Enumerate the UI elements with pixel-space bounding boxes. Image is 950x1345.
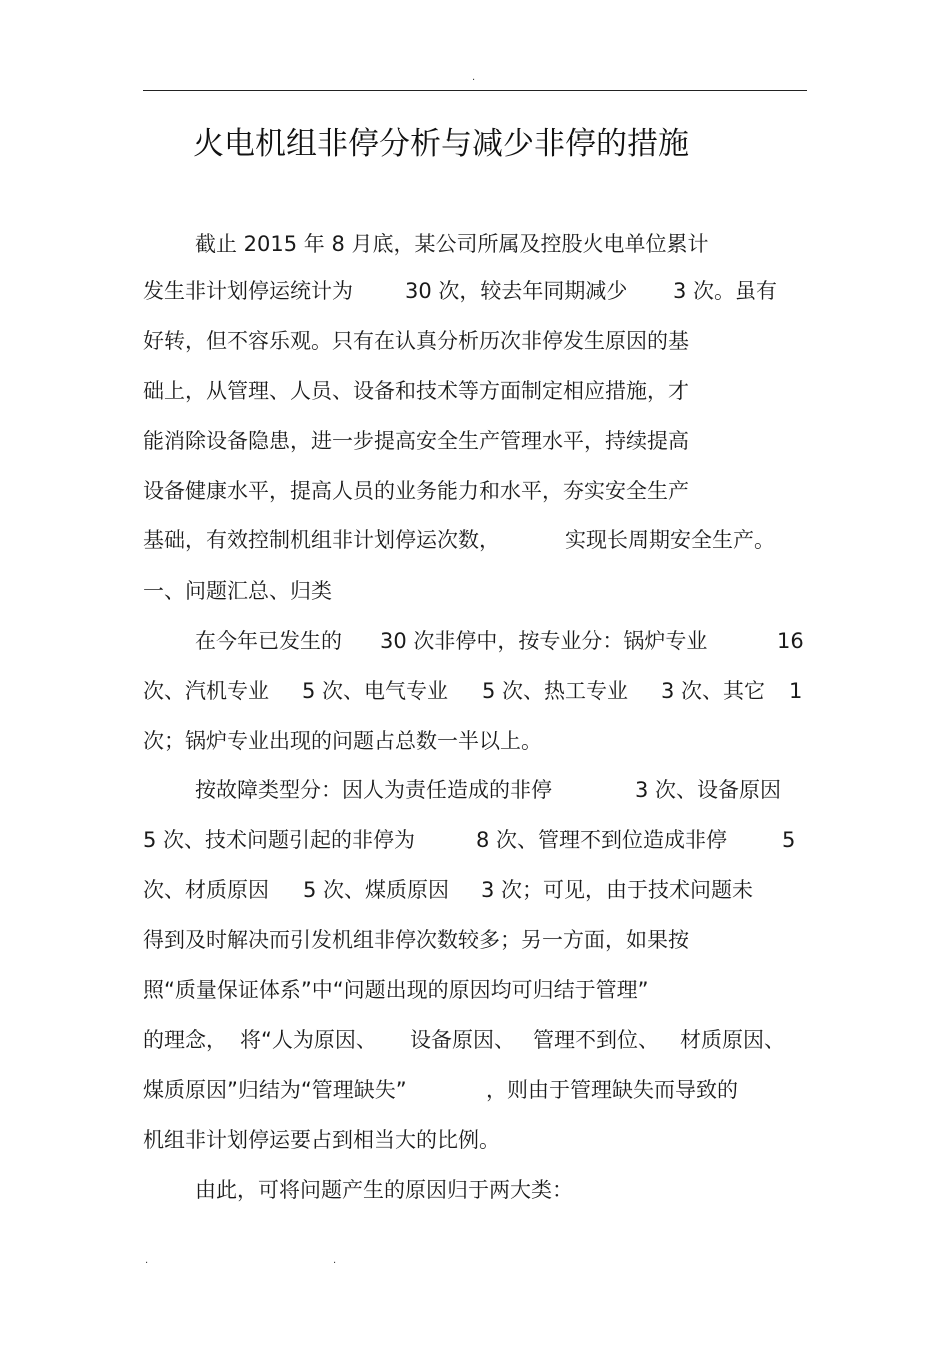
- section-heading-1: 一、问题汇总、归类: [143, 579, 332, 603]
- paragraph-3-line-7b: ，则由于管理缺失而导致的: [486, 1078, 738, 1102]
- document-title: 火电机组非停分析与减少非停的措施: [193, 126, 689, 162]
- paragraph-3-line-4: 得到及时解决而引发机组非停次数较多；另一方面，如果按: [143, 928, 689, 952]
- paragraph-3-line-3c: 3 次；可见，由于技术问题未: [481, 878, 754, 902]
- paragraph-3-line-6c: 设备原因、: [410, 1028, 515, 1052]
- paragraph-2-line-1b: 30 次非停中，按专业分：锅炉专业: [380, 629, 708, 653]
- paragraph-1-line-1: 截止 2015 年 8 月底，某公司所属及控股火电单位累计: [195, 232, 709, 256]
- paragraph-1-line-5: 能消除设备隐患，进一步提高安全生产管理水平，持续提高: [143, 429, 689, 453]
- paragraph-2-line-2c: 5 次、热工专业: [482, 679, 629, 703]
- paragraph-1-line-4: 础上，从管理、人员、设备和技术等方面制定相应措施，才: [143, 379, 689, 403]
- paragraph-3-line-8: 机组非计划停运要占到相当大的比例。: [143, 1128, 500, 1152]
- paragraph-2-line-1c: 16: [777, 629, 804, 653]
- paragraph-3-line-2a: 5 次、技术问题引起的非停为: [143, 828, 416, 852]
- paragraph-1-line-6: 设备健康水平，提高人员的业务能力和水平，夯实安全生产: [143, 479, 689, 503]
- paragraph-1-line-2a: 发生非计划停运统计为: [143, 279, 353, 303]
- paragraph-3-line-6b: 将“人为原因、: [240, 1028, 377, 1052]
- paragraph-2-line-3: 次；锅炉专业出现的问题占总数一半以上。: [143, 729, 542, 753]
- paragraph-3-line-3a: 次、材质原因: [143, 878, 269, 902]
- paragraph-2-line-2b: 5 次、电气专业: [302, 679, 449, 703]
- header-dot: .: [472, 72, 476, 83]
- paragraph-2-line-2d: 3 次、其它: [661, 679, 766, 703]
- paragraph-3-line-1a: 按故障类型分：因人为责任造成的非停: [195, 778, 552, 802]
- paragraph-1-line-7b: 实现长周期安全生产。: [565, 528, 775, 552]
- paragraph-2-line-2a: 次、汽机专业: [143, 679, 269, 703]
- header-rule: [143, 90, 807, 91]
- paragraph-3-line-2b: 8 次、管理不到位造成非停: [476, 828, 728, 852]
- paragraph-1-line-7a: 基础，有效控制机组非计划停运次数，: [143, 528, 500, 552]
- paragraph-1-line-2b: 30 次，较去年同期减少: [405, 279, 628, 303]
- footer-dot-right: .: [333, 1255, 337, 1266]
- footer-dot-left: .: [145, 1255, 149, 1266]
- paragraph-1-line-3: 好转，但不容乐观。只有在认真分析历次非停发生原因的基: [143, 329, 689, 353]
- paragraph-3-line-6e: 材质原因、: [680, 1028, 785, 1052]
- paragraph-3-line-2c: 5: [782, 828, 796, 852]
- paragraph-3-line-1b: 3 次、设备原因: [635, 778, 782, 802]
- paragraph-3-line-5: 照“质量保证体系”中“问题出现的原因均可归结于管理”: [143, 978, 649, 1002]
- paragraph-3-line-7a: 煤质原因”归结为“管理缺失”: [143, 1078, 407, 1102]
- paragraph-3-line-3b: 5 次、煤质原因: [303, 878, 450, 902]
- paragraph-3-line-6a: 的理念，: [143, 1028, 227, 1052]
- paragraph-2-line-1a: 在今年已发生的: [195, 629, 342, 653]
- paragraph-1-line-2c: 3 次。虽有: [673, 279, 778, 303]
- paragraph-4-line-1: 由此，可将问题产生的原因归于两大类：: [195, 1178, 573, 1202]
- paragraph-2-line-2e: 1: [789, 679, 803, 703]
- paragraph-3-line-6d: 管理不到位、: [533, 1028, 659, 1052]
